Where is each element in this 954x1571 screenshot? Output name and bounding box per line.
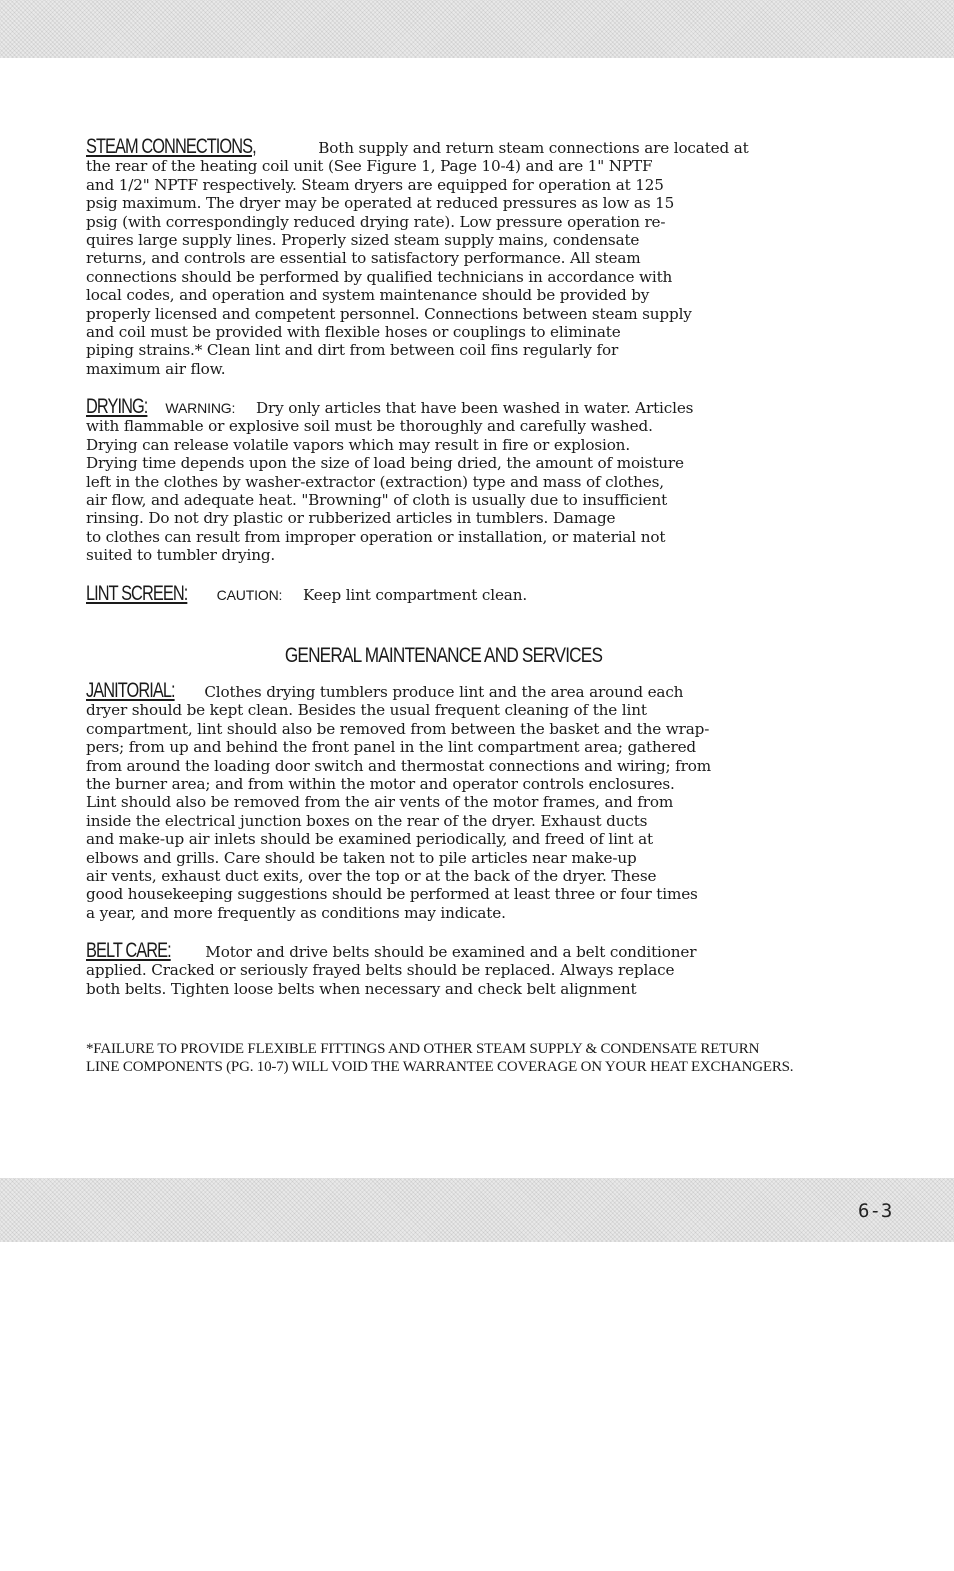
steam-line-5: quires large supply lines. Properly sized steam supply mains, condensate [86,231,640,250]
janitorial-heading: JANITORIAL: [86,679,175,702]
janitorial-line-11: good housekeeping suggestions should be performed at least three or four times [86,885,698,904]
drying-line-4: left in the clothes by washer-extractor (extraction) type and mass of clothes, [86,472,664,491]
steam-line-11: piping strains.* Clean lint and dirt from between coil fins regularly for [86,341,619,360]
drying-line-0: DRYING: WARNING: Dry only articles that have been washed in water. Articles [86,395,694,418]
janitorial-section [86,679,831,922]
belt-line-2: both belts. Tighten loose belts when necessary and check belt alignment [86,979,637,998]
drying-section [86,395,831,565]
janitorial-line-8: and make-up air inlets should be examined periodically, and freed of lint at [86,830,653,849]
drying-line-6: rinsing. Do not dry plastic or rubberized articles in tumblers. Damage [86,509,616,528]
lint-screen-heading: LINT SCREEN: [86,582,188,605]
drying-line-1: with flammable or explosive soil must be thoroughly and carefully washed. [86,417,653,436]
lint-caution-label: CAUTION: [216,587,283,603]
belt-care-heading: BELT CARE: [86,939,171,962]
drying-line-8: suited to tumbler drying. [86,546,276,565]
janitorial-line-12: a year, and more frequently as conditions may indicate. [86,903,506,922]
steam-line-12: maximum air flow. [86,359,226,378]
scan-band-bottom [0,1178,954,1242]
drying-heading: DRYING: [86,395,148,418]
janitorial-line-0: JANITORIAL: Clothes drying tumblers produce lint and the area around each [86,679,684,702]
footnote-line-0: *FAILURE TO PROVIDE FLEXIBLE FITTINGS AND OTHER STEAM SUPPLY & CONDENSATE RETURN [86,1041,760,1057]
scan-band-top [0,0,954,58]
janitorial-line-6: Lint should also be removed from the air vents of the motor frames, and from [86,793,674,812]
footnote-line-1: LINE COMPONENTS (PG. 10-7) WILL VOID THE WARRANTEE COVERAGE ON YOUR HEAT EXCHANGERS. [86,1059,794,1075]
drying-warning-label: WARNING: [165,400,236,416]
janitorial-line-9: elbows and grills. Care should be taken not to pile articles near make-up [86,848,637,867]
drying-line-3: Drying time depends upon the size of load being dried, the amount of moisture [86,454,684,473]
steam-line-4: psig (with correspondingly reduced drying rate). Low pressure operation re- [86,212,666,231]
steam-line-10: and coil must be provided with flexible hoses or couplings to eliminate [86,323,621,342]
steam-line-6: returns, and controls are essential to satisfactory performance. All steam [86,249,641,268]
page-number: 6-3 [858,1200,893,1222]
steam-connections-heading: STEAM CONNECTIONS, [86,135,256,158]
steam-connections-section [86,135,831,378]
drying-line-2: Drying can release volatile vapors which may result in fire or explosion. [86,435,630,454]
footnote [86,1040,886,1076]
janitorial-line-4: from around the loading door switch and thermostat connections and wiring; from [86,756,712,775]
belt-line-0: BELT CARE: Motor and drive belts should be examined and a belt conditioner [86,939,697,962]
belt-line-1: applied. Cracked or seriously frayed belts should be replaced. Always replace [86,961,675,980]
janitorial-line-10: air vents, exhaust duct exits, over the top or at the back of the dryer. These [86,867,657,886]
general-maintenance-heading: GENERAL MAINTENANCE AND SERVICES [284,644,602,667]
janitorial-line-2: compartment, lint should also be removed from between the basket and the wrap- [86,719,710,738]
janitorial-line-7: inside the electrical junction boxes on the rear of the dryer. Exhaust ducts [86,811,648,830]
janitorial-line-5: the burner area; and from within the motor and operator controls enclosures. [86,775,675,794]
lint-screen-section [86,582,831,605]
drying-line-5: air flow, and adequate heat. "Browning" of cloth is usually due to insufficient [86,491,668,510]
belt-care-section [86,939,831,998]
janitorial-line-3: pers; from up and behind the front panel in the lint compartment area; gathered [86,738,696,757]
steam-line-2: and 1/2" NPTF respectively. Steam dryers are equipped for operation at 125 [86,175,664,194]
drying-line-7: to clothes can result from improper operation or installation, or material not [86,527,666,546]
steam-line-9: properly licensed and competent personnel. Connections between steam supply [86,304,692,323]
steam-line-1: the rear of the heating coil unit (See Figure 1, Page 10-4) and are 1" NPTF [86,157,653,176]
steam-line-7: connections should be performed by qualified technicians in accordance with [86,267,673,286]
steam-line-8: local codes, and operation and system maintenance should be provided by [86,286,650,305]
steam-line-3: psig maximum. The dryer may be operated at reduced pressures as low as 15 [86,194,675,213]
janitorial-line-1: dryer should be kept clean. Besides the usual frequent cleaning of the lint [86,701,647,720]
lint-line-0: LINT SCREEN: CAUTION: Keep lint compartment clean. [86,582,527,605]
steam-line-0: STEAM CONNECTIONS, Both supply and return steam connections are located at [86,135,749,158]
